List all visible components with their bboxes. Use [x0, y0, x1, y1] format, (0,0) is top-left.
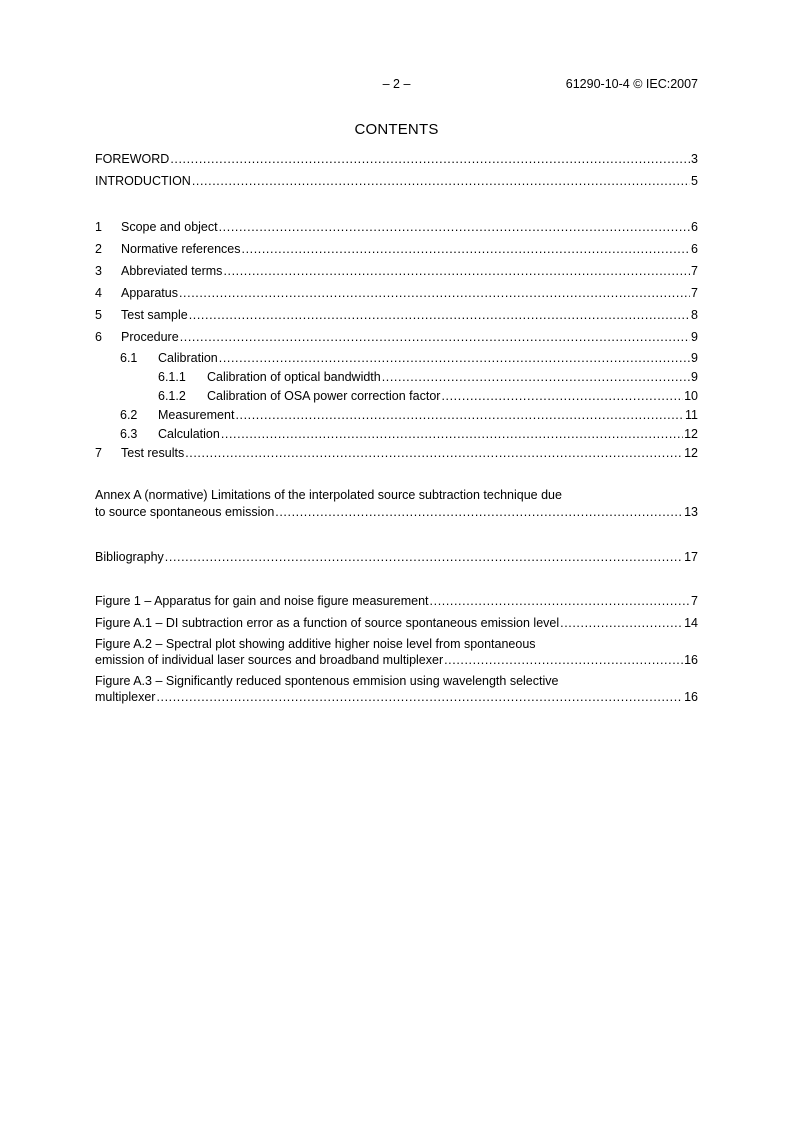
- toc-entry-text: Bibliography: [95, 550, 164, 564]
- toc-page-number: 9: [691, 370, 698, 384]
- dot-leader: [156, 689, 683, 706]
- toc-entry-clause[interactable]: [95, 260, 698, 282]
- dot-leader: [382, 368, 690, 387]
- toc-entry-text: Abbreviated terms: [121, 264, 223, 278]
- toc-entry-subclause[interactable]: [95, 425, 698, 444]
- dot-leader: [170, 150, 690, 169]
- toc-page-number: 9: [691, 330, 698, 344]
- toc-entry-subclause[interactable]: [95, 368, 698, 387]
- toc-entry-clause[interactable]: [95, 326, 698, 348]
- toc-bibliography[interactable]: [95, 548, 698, 567]
- toc-page-number: 7: [691, 594, 698, 608]
- toc-entry-clause[interactable]: [95, 216, 698, 238]
- page-number: – 2 –: [382, 77, 411, 91]
- toc-entry-text: Calibration of OSA power correction factor: [207, 389, 441, 403]
- toc-page-number: 14: [684, 616, 698, 630]
- clause-number: 6.2: [120, 408, 138, 422]
- clause-number: 4: [95, 286, 102, 300]
- toc-entry-subclause[interactable]: [95, 348, 698, 368]
- clause-number: 3: [95, 264, 102, 278]
- dot-leader: [180, 326, 690, 348]
- clause-number: 6.1.2: [158, 389, 186, 403]
- toc-entry-text: Scope and object: [121, 220, 218, 234]
- toc-entry-text: Measurement: [158, 408, 235, 422]
- toc-page-number: 7: [691, 286, 698, 300]
- clause-number: 2: [95, 242, 102, 256]
- toc-entry-text: emission of individual laser sources and broadband multiplexer: [95, 653, 444, 667]
- toc-entry-figure[interactable]: [95, 614, 698, 636]
- toc-entry-text: Test sample: [121, 308, 188, 322]
- dot-leader: [444, 652, 683, 669]
- dot-leader: [179, 282, 690, 304]
- dot-leader: [223, 260, 690, 282]
- clause-number: 1: [95, 220, 102, 234]
- toc-page-number: 10: [684, 389, 698, 403]
- toc-front-matter: [95, 150, 698, 191]
- clause-number: 5: [95, 308, 102, 322]
- toc-entry-subclause[interactable]: [95, 406, 698, 425]
- toc-page-number: 16: [684, 690, 698, 704]
- toc-entry-text: Calibration of optical bandwidth: [207, 370, 381, 384]
- toc-entry-text-line1: Figure A.3 – Significantly reduced spontenous emmision using wavelength selective: [95, 674, 559, 688]
- dot-leader: [189, 304, 690, 326]
- toc-entry-text: Figure A.1 – DI subtraction error as a function of source spontaneous emission level: [95, 616, 560, 630]
- toc-page-number: 3: [691, 152, 698, 166]
- toc-entry-text: FOREWORD: [95, 152, 170, 166]
- clause-number: 6: [95, 330, 102, 344]
- toc-figures: [95, 592, 698, 710]
- toc-page-number: 5: [691, 174, 698, 188]
- dot-leader: [235, 406, 684, 425]
- toc-entry-clause[interactable]: [95, 444, 698, 463]
- toc-entry-row: [95, 652, 698, 669]
- dot-leader: [221, 425, 683, 444]
- toc-entry-clause[interactable]: [95, 282, 698, 304]
- toc-entry-text: Calibration: [158, 351, 218, 365]
- dot-leader: [441, 387, 683, 406]
- toc-entry-figure[interactable]: [95, 636, 698, 673]
- toc-entry-text: Figure 1 – Apparatus for gain and noise figure measurement: [95, 594, 429, 608]
- toc-entry-text: INTRODUCTION: [95, 174, 191, 188]
- toc-page-number: 16: [684, 653, 698, 667]
- toc-page-number: 7: [691, 264, 698, 278]
- document-reference: 61290-10-4 © IEC:2007: [565, 77, 698, 91]
- toc-entry-text: Test results: [121, 446, 185, 460]
- dot-leader: [430, 592, 691, 611]
- dot-leader: [560, 614, 683, 633]
- toc-entry-text: Normative references: [121, 242, 241, 256]
- dot-leader: [185, 444, 683, 463]
- toc-clauses: [95, 216, 698, 463]
- toc-entry-introduction[interactable]: [95, 172, 698, 191]
- toc-entry-subclause[interactable]: [95, 387, 698, 406]
- toc-entry-bibliography: [95, 548, 698, 567]
- toc-entry-figure[interactable]: [95, 592, 698, 614]
- toc-entry-row: [95, 689, 698, 706]
- dot-leader: [275, 504, 683, 521]
- dot-leader: [192, 172, 690, 191]
- toc-page-number: 9: [691, 351, 698, 365]
- clause-number: 7: [95, 446, 102, 460]
- toc-entry-figure[interactable]: [95, 673, 698, 710]
- dot-leader: [242, 238, 691, 260]
- page-title: CONTENTS: [354, 121, 439, 138]
- toc-entry-clause[interactable]: [95, 238, 698, 260]
- clause-number: 6.1: [120, 351, 138, 365]
- toc-page-number: 6: [691, 220, 698, 234]
- toc-entry-text: to source spontaneous emission: [95, 505, 275, 519]
- toc-entry-text-line1: Annex A (normative) Limitations of the interpolated source subtraction technique due: [95, 488, 562, 502]
- clause-number: 6.1.1: [158, 370, 186, 384]
- dot-leader: [219, 348, 690, 368]
- toc-page-number: 6: [691, 242, 698, 256]
- toc-annex[interactable]: [95, 487, 698, 521]
- toc-entry-text: Procedure: [121, 330, 179, 344]
- toc-entry-text: Apparatus: [121, 286, 178, 300]
- toc-entry-row: [95, 614, 698, 633]
- toc-page-number: 11: [685, 408, 698, 422]
- toc-entry-text-line1: Figure A.2 – Spectral plot showing additive higher noise level from spontaneous: [95, 637, 536, 651]
- toc-entry-row: [95, 592, 698, 611]
- toc-page-number: 12: [684, 446, 698, 460]
- toc-entry-annex: [95, 504, 698, 521]
- toc-entry-foreword[interactable]: [95, 150, 698, 169]
- toc-page-number: 12: [684, 427, 698, 441]
- toc-page-number: 17: [684, 550, 698, 564]
- toc-entry-clause[interactable]: [95, 304, 698, 326]
- toc-page-number: 8: [691, 308, 698, 322]
- dot-leader: [165, 548, 683, 567]
- clause-number: 6.3: [120, 427, 138, 441]
- toc-entry-text: Calculation: [158, 427, 220, 441]
- toc-entry-text: multiplexer: [95, 690, 156, 704]
- toc-page-number: 13: [684, 505, 698, 519]
- dot-leader: [219, 216, 690, 238]
